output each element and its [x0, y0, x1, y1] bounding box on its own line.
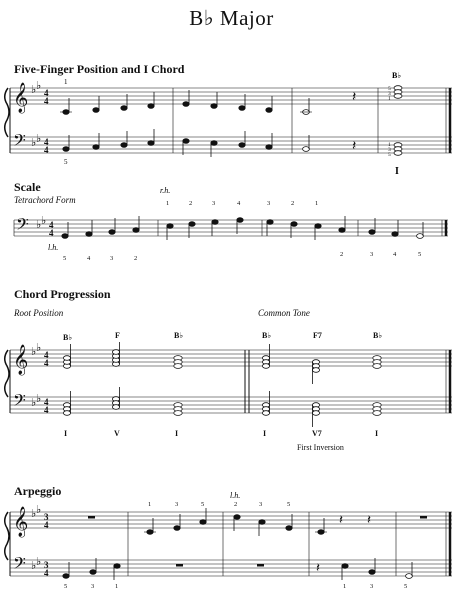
whole-rest-icon: [176, 564, 183, 567]
progression-roman: [64, 429, 378, 438]
svg-text:1: 1: [166, 200, 170, 207]
quarter-rest-icon: 𝄽: [339, 512, 343, 527]
time-signature: 4: [44, 358, 49, 368]
time-signature: 4: [44, 405, 49, 415]
quarter-rest-icon: 𝄽: [316, 560, 320, 575]
svg-text:1: 1: [388, 96, 391, 102]
time-signature: 4: [44, 397, 49, 407]
treble-clef-icon: 𝄞: [13, 83, 29, 112]
five-finger-rests: [352, 90, 356, 154]
lh-label: l.h.: [48, 243, 59, 252]
five-finger-notes: [60, 86, 402, 157]
arpeggio-bottom-fingering: [64, 583, 407, 590]
brace: [5, 88, 9, 137]
svg-text:F: F: [115, 331, 120, 340]
svg-text:3: 3: [370, 583, 374, 590]
common-tone-label: Common Tone: [258, 308, 310, 318]
five-finger-system: [10, 88, 452, 153]
time-signature: 4: [49, 228, 54, 238]
svg-text:3: 3: [175, 501, 179, 508]
quarter-rest-icon: 𝄽: [367, 512, 371, 527]
whole-rest-icon: [257, 564, 264, 567]
arpeggio-system: [10, 512, 452, 576]
svg-text:3: 3: [212, 200, 216, 207]
arpeggio-top-fingering: [148, 501, 290, 508]
brace: [5, 350, 9, 397]
tetrachord-form-label: Tetrachord Form: [14, 195, 76, 205]
whole-rest-icon: [420, 516, 427, 519]
time-signature: 4: [44, 96, 49, 106]
bass-clef-icon: 𝄢: [13, 132, 26, 154]
time-signature: 4: [44, 350, 49, 360]
svg-text:2: 2: [340, 251, 344, 258]
flat-icon: ♭: [36, 219, 42, 231]
svg-text:2: 2: [134, 255, 138, 262]
svg-text:I: I: [175, 429, 179, 438]
rh-label: r.h.: [160, 186, 171, 195]
svg-text:1: 1: [115, 583, 119, 590]
svg-text:3: 3: [388, 91, 391, 97]
arpeggio-notes: [63, 508, 413, 580]
roman-numeral: I: [395, 166, 399, 177]
whole-rest-icon: [88, 516, 95, 519]
bass-clef-icon: 𝄢: [16, 216, 29, 238]
svg-text:5: 5: [64, 583, 68, 590]
flat-icon: ♭: [31, 137, 37, 149]
progression-symbols: [63, 331, 382, 342]
progression-clefs: [13, 342, 49, 415]
svg-text:B♭: B♭: [262, 331, 272, 340]
svg-text:5: 5: [388, 152, 391, 158]
quarter-rest-icon: 𝄽: [352, 90, 357, 105]
svg-text:V7: V7: [312, 429, 322, 438]
brace: [5, 512, 9, 560]
svg-text:4: 4: [237, 200, 241, 207]
root-position-label: Root Position: [14, 308, 64, 318]
svg-text:4: 4: [87, 255, 91, 262]
svg-text:2: 2: [291, 200, 295, 207]
time-signature: 4: [44, 145, 49, 155]
five-finger-chord-fingering: [388, 86, 391, 158]
svg-text:V: V: [114, 429, 120, 438]
svg-text:B♭: B♭: [373, 331, 383, 340]
treble-clef-icon: 𝄞: [13, 507, 29, 536]
flat-icon: ♭: [36, 504, 42, 516]
svg-text:1: 1: [315, 200, 319, 207]
time-signature: 3: [44, 560, 49, 570]
arpeggio-clefs: [13, 504, 49, 578]
scale-rh-fingering: [166, 200, 318, 207]
five-finger-top-fingering: 1: [64, 78, 68, 86]
flat-icon: ♭: [36, 556, 42, 568]
flat-icon: ♭: [36, 393, 42, 405]
svg-text:3: 3: [388, 147, 391, 153]
progression-system: [10, 350, 452, 413]
scale-clef: [16, 215, 54, 238]
first-inversion-label: First Inversion: [297, 443, 344, 452]
flat-icon: ♭: [31, 560, 37, 572]
svg-text:2: 2: [234, 501, 238, 508]
flat-icon: ♭: [41, 215, 47, 227]
svg-text:3: 3: [91, 583, 95, 590]
chord-progression-heading: Chord Progression: [14, 287, 111, 301]
scale-lh-fingering: [63, 251, 421, 262]
time-signature: 3: [44, 512, 49, 522]
bass-clef-icon: 𝄢: [13, 392, 26, 414]
svg-text:B♭: B♭: [174, 331, 184, 340]
time-signature: 4: [44, 88, 49, 98]
five-finger-heading: Five-Finger Position and I Chord: [14, 62, 185, 76]
svg-text:1: 1: [148, 501, 152, 508]
svg-text:3: 3: [370, 251, 374, 258]
svg-text:3: 3: [110, 255, 114, 262]
svg-text:5: 5: [388, 86, 391, 92]
arpeggio-heading: Arpeggio: [14, 484, 62, 498]
svg-text:I: I: [64, 429, 68, 438]
five-finger-clefs: [13, 80, 49, 155]
bass-clef-icon: 𝄢: [13, 555, 26, 577]
time-signature: 4: [44, 568, 49, 578]
svg-text:1: 1: [343, 583, 347, 590]
flat-icon: ♭: [31, 346, 37, 358]
time-signature: 4: [44, 137, 49, 147]
svg-text:F7: F7: [313, 331, 322, 340]
svg-text:I: I: [375, 429, 379, 438]
flat-icon: ♭: [36, 80, 42, 92]
svg-text:5: 5: [63, 255, 67, 262]
quarter-rest-icon: 𝄽: [352, 139, 357, 154]
svg-text:B♭: B♭: [63, 333, 73, 342]
flat-icon: ♭: [31, 508, 37, 520]
scale-heading: Scale: [14, 180, 41, 194]
scale-staff: [14, 220, 448, 236]
svg-text:I: I: [263, 429, 267, 438]
treble-clef-icon: 𝄞: [13, 345, 29, 374]
arpeggio-bass-rest: [316, 560, 320, 575]
flat-icon: ♭: [31, 84, 37, 96]
time-signature: 4: [44, 520, 49, 530]
svg-text:5: 5: [201, 501, 205, 508]
svg-text:5: 5: [418, 251, 422, 258]
five-finger-bottom-fingering: 5: [64, 158, 68, 166]
progression-chords: [63, 342, 381, 427]
flat-icon: ♭: [36, 342, 42, 354]
flat-icon: ♭: [36, 133, 42, 145]
page-title: B♭ Major: [189, 6, 274, 30]
time-signature: 4: [49, 220, 54, 230]
svg-text:2: 2: [189, 200, 193, 207]
svg-text:3: 3: [259, 501, 263, 508]
flat-icon: ♭: [31, 397, 37, 409]
svg-text:5: 5: [287, 501, 291, 508]
svg-text:5: 5: [404, 583, 408, 590]
chord-symbol: B♭: [392, 71, 402, 80]
svg-text:3: 3: [267, 200, 271, 207]
svg-text:1: 1: [388, 142, 391, 148]
svg-text:4: 4: [393, 251, 397, 258]
arpeggio-lh-label: l.h.: [230, 491, 241, 500]
